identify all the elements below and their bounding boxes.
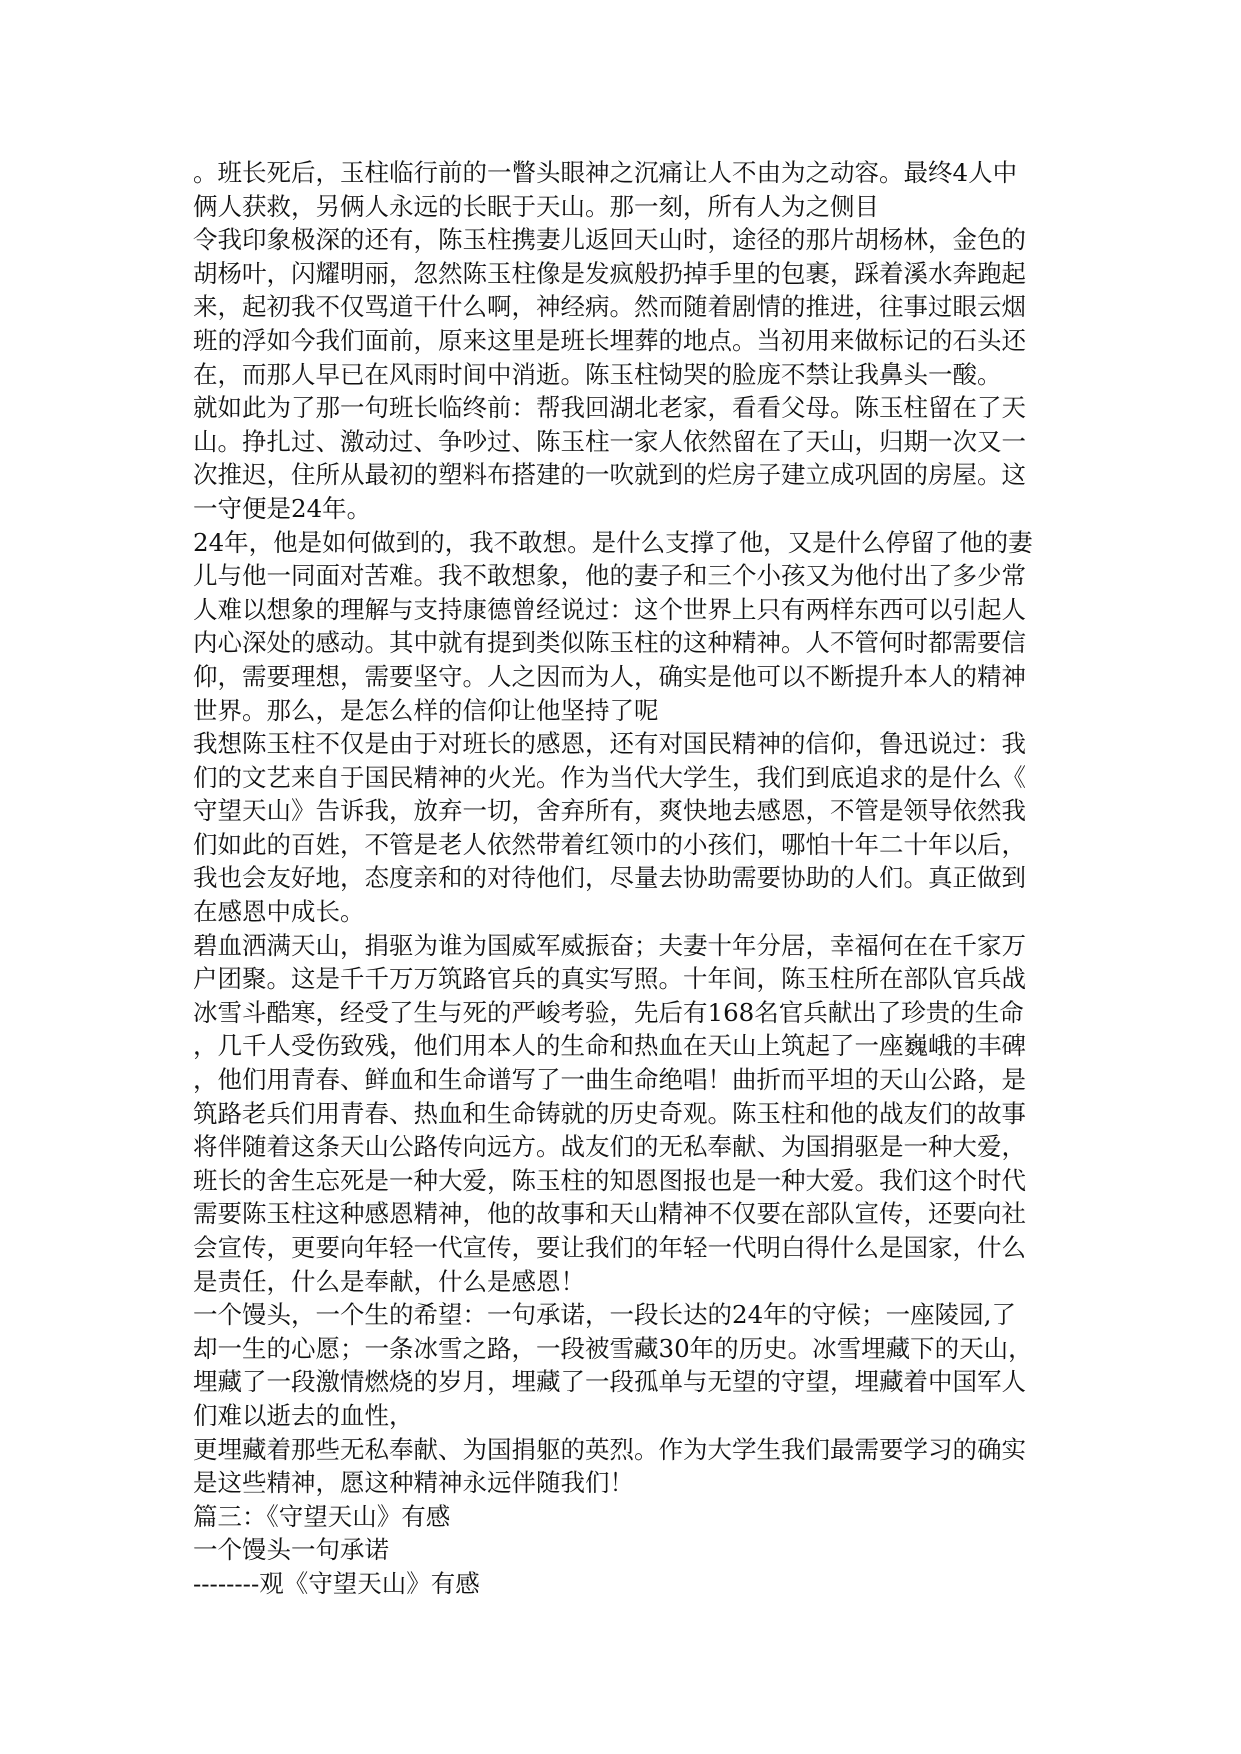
text-line: 更埋藏着那些无私奉献、为国捐躯的英烈。作为大学生我们最需要学习的确实 — [193, 1434, 1026, 1464]
text-line: 班的浮如今我们面前，原来这里是班长埋葬的地点。当初用来做标记的石头还 — [193, 325, 1026, 355]
text-line: 就如此为了那一句班长临终前：帮我回湖北老家，看看父母。陈玉柱留在了天 — [193, 393, 1026, 423]
text-line: 冰雪斗酷寒，经受了生与死的严峻考验，先后有168名官兵献出了珍贵的生命 — [193, 997, 1024, 1027]
text-line: ，他们用青春、鲜血和生命谱写了一曲生命绝唱！曲折而平坦的天山公路，是 — [193, 1065, 1026, 1095]
text-line: 仰，需要理想，需要坚守。人之因而为人，确实是他可以不断提升本人的精神 — [193, 661, 1026, 691]
text-line: 户团聚。这是千千万万筑路官兵的真实写照。十年间，陈玉柱所在部队官兵战 — [193, 964, 1026, 994]
text-line: 碧血洒满天山，捐驱为谁为国威军威振奋；夫妻十年分居，幸福何在在千家万 — [193, 930, 1026, 960]
text-line: 俩人获救，另俩人永远的长眠于天山。那一刻，所有人为之侧目 — [193, 191, 879, 221]
text-line: --------观《守望天山》有感 — [193, 1568, 480, 1598]
text-line: 需要陈玉柱这种感恩精神，他的故事和天山精神不仅要在部队宣传，还要向社 — [193, 1199, 1026, 1229]
text-line: 世界。那么，是怎么样的信仰让他坚持了呢 — [193, 695, 659, 725]
text-line: 班长的舍生忘死是一种大爱，陈玉柱的知恩图报也是一种大爱。我们这个时代 — [193, 1165, 1026, 1195]
text-line: 筑路老兵们用青春、热血和生命铸就的历史奇观。陈玉柱和他的战友们的故事 — [193, 1098, 1026, 1128]
text-line: 在，而那人早已在风雨时间中消逝。陈玉柱恸哭的脸庞不禁让我鼻头一酸。 — [193, 359, 1002, 389]
text-line: 内心深处的感动。其中就有提到类似陈玉柱的这种精神。人不管何时都需要信 — [193, 628, 1026, 658]
text-line: 次推迟，住所从最初的塑料布搭建的一吹就到的烂房子建立成巩固的房屋。这 — [193, 460, 1026, 490]
text-line: 令我印象极深的还有，陈玉柱携妻儿返回天山时，途径的那片胡杨林，金色的 — [193, 225, 1026, 255]
text-line: ，几千人受伤致残，他们用本人的生命和热血在天山上筑起了一座巍峨的丰碑 — [193, 1031, 1026, 1061]
text-line: 篇三：《守望天山》有感 — [193, 1501, 451, 1531]
text-line: 一个馒头，一个生的希望：一句承诺，一段长达的24年的守候；一座陵园,了 — [193, 1300, 1016, 1330]
text-line: 我也会友好地，态度亲和的对待他们，尽量去协助需要协助的人们。真正做到 — [193, 863, 1026, 893]
text-line: 们如此的百姓，不管是老人依然带着红领巾的小孩们，哪怕十年二十年以后， — [193, 829, 1026, 859]
text-line: 儿与他一同面对苦难。我不敢想象，他的妻子和三个小孩又为他付出了多少常 — [193, 561, 1026, 591]
text-line: 山。挣扎过、激动过、争吵过、陈玉柱一家人依然留在了天山，归期一次又一 — [193, 426, 1026, 456]
text-line: 胡杨叶，闪耀明丽，忽然陈玉柱像是发疯般扔掉手里的包裹，踩着溪水奔跑起 — [193, 258, 1026, 288]
text-line: 守望天山》告诉我，放弃一切，舍弃所有，爽快地去感恩，不管是领导依然我 — [193, 796, 1026, 826]
text-line: 会宣传，更要向年轻一代宣传，要让我们的年轻一代明白得什么是国家，什么 — [193, 1233, 1026, 1262]
text-line: 。班长死后，玉柱临行前的一瞥头眼神之沉痛让人不由为之动容。最终4人中 — [193, 158, 1018, 187]
text-line: 埋藏了一段激情燃烧的岁月，埋藏了一段孤单与无望的守望，埋藏着中国军人 — [193, 1367, 1026, 1397]
text-line: 在感恩中成长。 — [193, 897, 365, 927]
text-line: 们的文艺来自于国民精神的火光。作为当代大学生，我们到底追求的是什么《 — [193, 762, 1026, 792]
text-line: 是这些精神，愿这种精神永远伴随我们！ — [193, 1468, 634, 1498]
text-line: 24年，他是如何做到的，我不敢想。是什么支撑了他，又是什么停留了他的妻 — [193, 527, 1033, 557]
text-line: 是责任，什么是奉献，什么是感恩！ — [193, 1266, 585, 1296]
text-line: 来，起初我不仅骂道干什么啊，神经病。然而随着剧情的推进，往事过眼云烟 — [193, 292, 1026, 322]
document-body — [193, 156, 1053, 1601]
text-line: 将伴随着这条天山公路传向远方。战友们的无私奉献、为国捐驱是一种大爱， — [193, 1132, 1026, 1162]
text-line: 一个馒头一句承诺 — [193, 1535, 389, 1565]
text-line: 一守便是24年。 — [193, 493, 372, 523]
text-line: 们难以逝去的血性， — [193, 1400, 414, 1430]
text-line: 却一生的心愿；一条冰雪之路，一段被雪藏30年的历史。冰雪埋藏下的天山， — [193, 1333, 1033, 1363]
text-line: 我想陈玉柱不仅是由于对班长的感恩，还有对国民精神的信仰，鲁迅说过：我 — [193, 729, 1026, 759]
text-line: 人难以想象的理解与支持康德曾经说过：这个世界上只有两样东西可以引起人 — [193, 594, 1026, 624]
